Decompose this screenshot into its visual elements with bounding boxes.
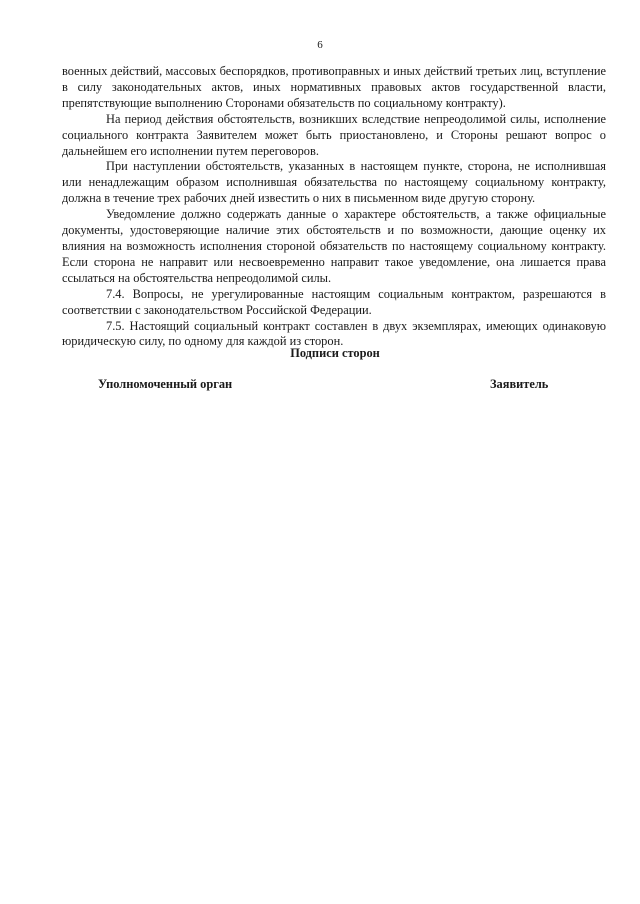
paragraph-7-4: 7.4. Вопросы, не урегулированные настоящим социальным контрактом, разрешаются в соответствии с законодательством Российской Федерации. bbox=[62, 286, 606, 317]
paragraph-notification-content: Уведомление должно содержать данные о характере обстоятельств, а также официальные документы, удостоверяющие наличие этих обстоятельств и по возможности, дающие оценку их влияния на возможность исполнения стороной обязательств по настоящему социальному контракту. Если сторона не направит или несвоевременно направит такое уведомление, она лишается права ссылаться на обстоятельства непреодолимой силы. bbox=[62, 207, 606, 285]
party-authorized-body: Уполномоченный орган bbox=[98, 377, 233, 391]
paragraph-7-5: 7.5. Настоящий социальный контракт составлен в двух экземплярах, имеющих одинаковую юридическую силу, по одному для каждой из сторон. bbox=[62, 318, 606, 349]
paragraph-force-majeure-continuation: военных действий, массовых беспорядков, противоправных и иных действий третьих лиц, вступление в силу законодательных актов, иных нормативных правовых актов государственной власти, препятствующие выполнению Сторонами обязательств по социальному контракту). bbox=[62, 64, 606, 110]
document-body bbox=[62, 64, 606, 350]
paragraph-notification-duty: При наступлении обстоятельств, указанных в настоящем пункте, сторона, не исполнившая или ненадлежащим образом исполнившая обязательства по настоящему социальному контракту, должна в течение трех рабочих дней известить о них в письменном виде другую сторону. bbox=[62, 159, 606, 206]
page-number: 6 bbox=[317, 39, 323, 51]
signatures-heading: Подписи сторон bbox=[290, 346, 380, 360]
paragraph-suspension: На период действия обстоятельств, возникших вследствие непреодолимой силы, исполнение социального контракта Заявителем может быть приостановлено, и Стороны решают вопрос о дальнейшем его исполнении путем переговоров. bbox=[62, 111, 606, 158]
party-applicant: Заявитель bbox=[490, 377, 549, 391]
